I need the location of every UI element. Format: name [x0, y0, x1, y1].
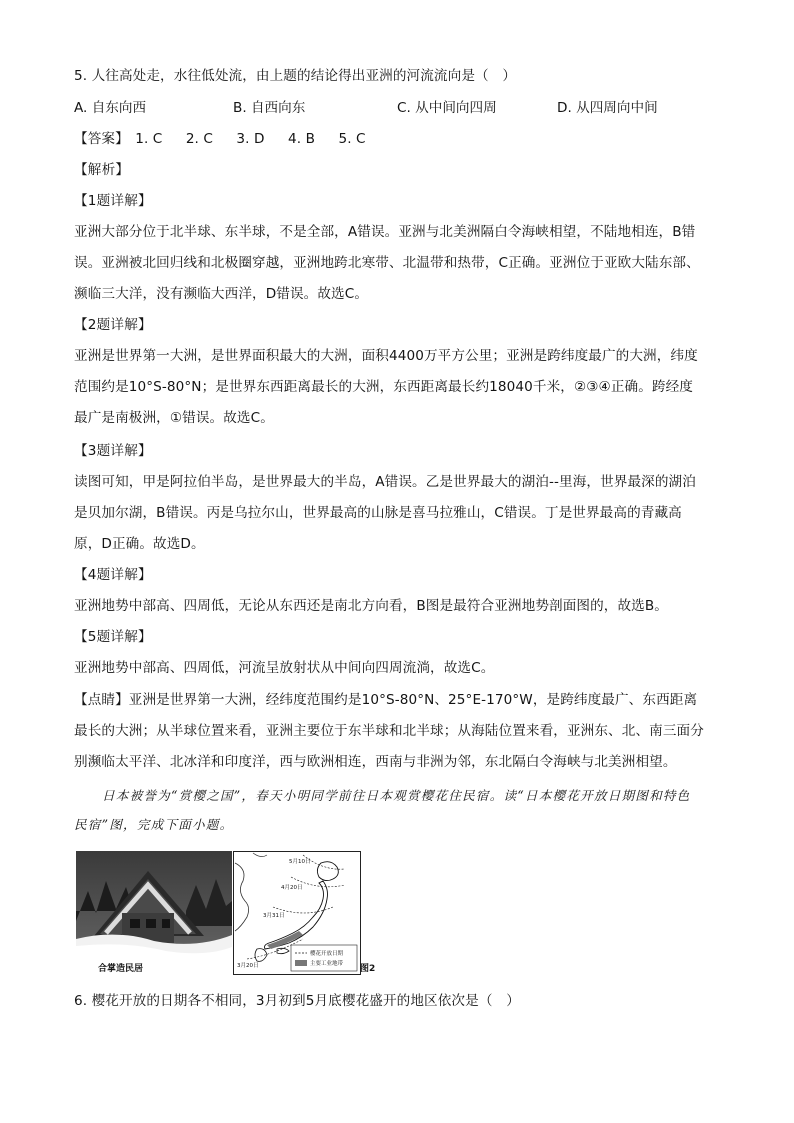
q5-option-c: C. 从中间向四周	[397, 100, 497, 116]
answer-item: 5. C	[338, 131, 366, 147]
detail-3-line: 原，D正确。故选D。	[74, 536, 205, 552]
q6-stem: 6. 樱花开放的日期各不相同，3月初到5月底樱花盛开的地区依次是（ ）	[74, 993, 520, 1009]
detail-3-title: 【3题详解】	[74, 443, 152, 459]
answer-item: 1. C	[135, 131, 163, 147]
map-date-label: 3月31日	[263, 913, 285, 919]
detail-2-line: 范围约是10°S-80°N；是世界东西距离最长的大洲，东西距离最长约18040千米，②③④正确。跨经度	[74, 379, 693, 395]
detail-1-title: 【1题详解】	[74, 193, 152, 209]
q5-option-a: A. 自东向西	[74, 100, 147, 116]
legend-industrial-belt: 主要工业地带	[310, 961, 344, 967]
detail-3-line: 读图可知，甲是阿拉伯半岛，是世界最大的半岛，A错误。乙是世界最大的湖泊--里海，世界最深的湖泊	[74, 474, 696, 490]
answer-line	[74, 129, 385, 149]
legend-sakura-date: 樱花开放日期	[310, 951, 344, 957]
detail-5-title: 【5题详解】	[74, 629, 152, 645]
dianjing-line: 【点睛】亚洲是世界第一大洲，经纬度范围约是10°S-80°N、25°E-170°W，是跨纬度最广、东西距离	[74, 692, 698, 708]
dianjing-line: 最长的大洲；从半球位置来看，亚洲主要位于东半球和北半球；从海陆位置来看，亚洲东、北、南三面分	[74, 723, 704, 739]
dianjing-line: 别濒临太平洋、北冰洋和印度洋，西与欧洲相连，西南与非洲为邻，东北隔白令海峡与北美洲相望。	[74, 754, 677, 770]
map-date-label: 4月20日	[281, 885, 303, 891]
detail-1-line: 亚洲大部分位于北半球、东半球，不是全部，A错误。亚洲与北美洲隔白令海峡相望，不陆地相连，B错	[74, 224, 696, 240]
answer-item: 3. D	[236, 131, 265, 147]
answer-item: 2. C	[185, 131, 213, 147]
q5-option-d: D. 从四周向中间	[557, 100, 658, 116]
detail-1-line: 濒临三大洋，没有濒临大西洋，D错误。故选C。	[74, 286, 369, 302]
house-photo	[76, 851, 232, 975]
detail-4-line: 亚洲地势中部高、四周低，无论从东西还是南北方向看，B图是最符合亚洲地势剖面图的，故选B。	[74, 598, 668, 614]
intro-line: 民宿”图，完成下面小题。	[74, 817, 234, 832]
answer-label: 【答案】	[74, 131, 129, 147]
intro-line: 日本被誉为“赏樱之国”，春天小明同学前往日本观赏樱花住民宿。读“日本樱花开放日期图和特色	[102, 788, 691, 803]
analysis-label: 【解析】	[74, 162, 130, 178]
detail-1-line: 误。亚洲被北回归线和北极圈穿越，亚洲地跨北寒带、北温带和热带，C正确。亚洲位于亚欧大陆东部、	[74, 255, 700, 271]
detail-2-line: 最广是南极洲，①错误。故选C。	[74, 410, 274, 426]
sakura-map	[233, 851, 361, 975]
detail-3-line: 是贝加尔湖，B错误。丙是乌拉尔山，世界最高的山脉是喜马拉雅山，C错误。丁是世界最高的青藏高	[74, 505, 682, 521]
map-date-label: 5月10日	[289, 859, 311, 865]
answer-item: 4. B	[288, 131, 316, 147]
q5-stem: 5. 人往高处走，水往低处流，由上题的结论得出亚洲的河流流向是（ ）	[74, 68, 517, 84]
detail-4-title: 【4题详解】	[74, 567, 152, 583]
q5-option-b: B. 自西向东	[233, 100, 306, 116]
detail-2-title: 【2题详解】	[74, 317, 152, 333]
figure-label: 图2	[360, 964, 376, 974]
photo-caption: 合掌造民居	[98, 964, 144, 974]
detail-2-line: 亚洲是世界第一大洲，是世界面积最大的大洲，面积4400万平方公里；亚洲是跨纬度最广的大洲，纬度	[74, 348, 698, 364]
detail-5-line: 亚洲地势中部高、四周低，河流呈放射状从中间向四周流淌，故选C。	[74, 660, 495, 676]
map-date-label: 3月20日	[237, 963, 259, 969]
